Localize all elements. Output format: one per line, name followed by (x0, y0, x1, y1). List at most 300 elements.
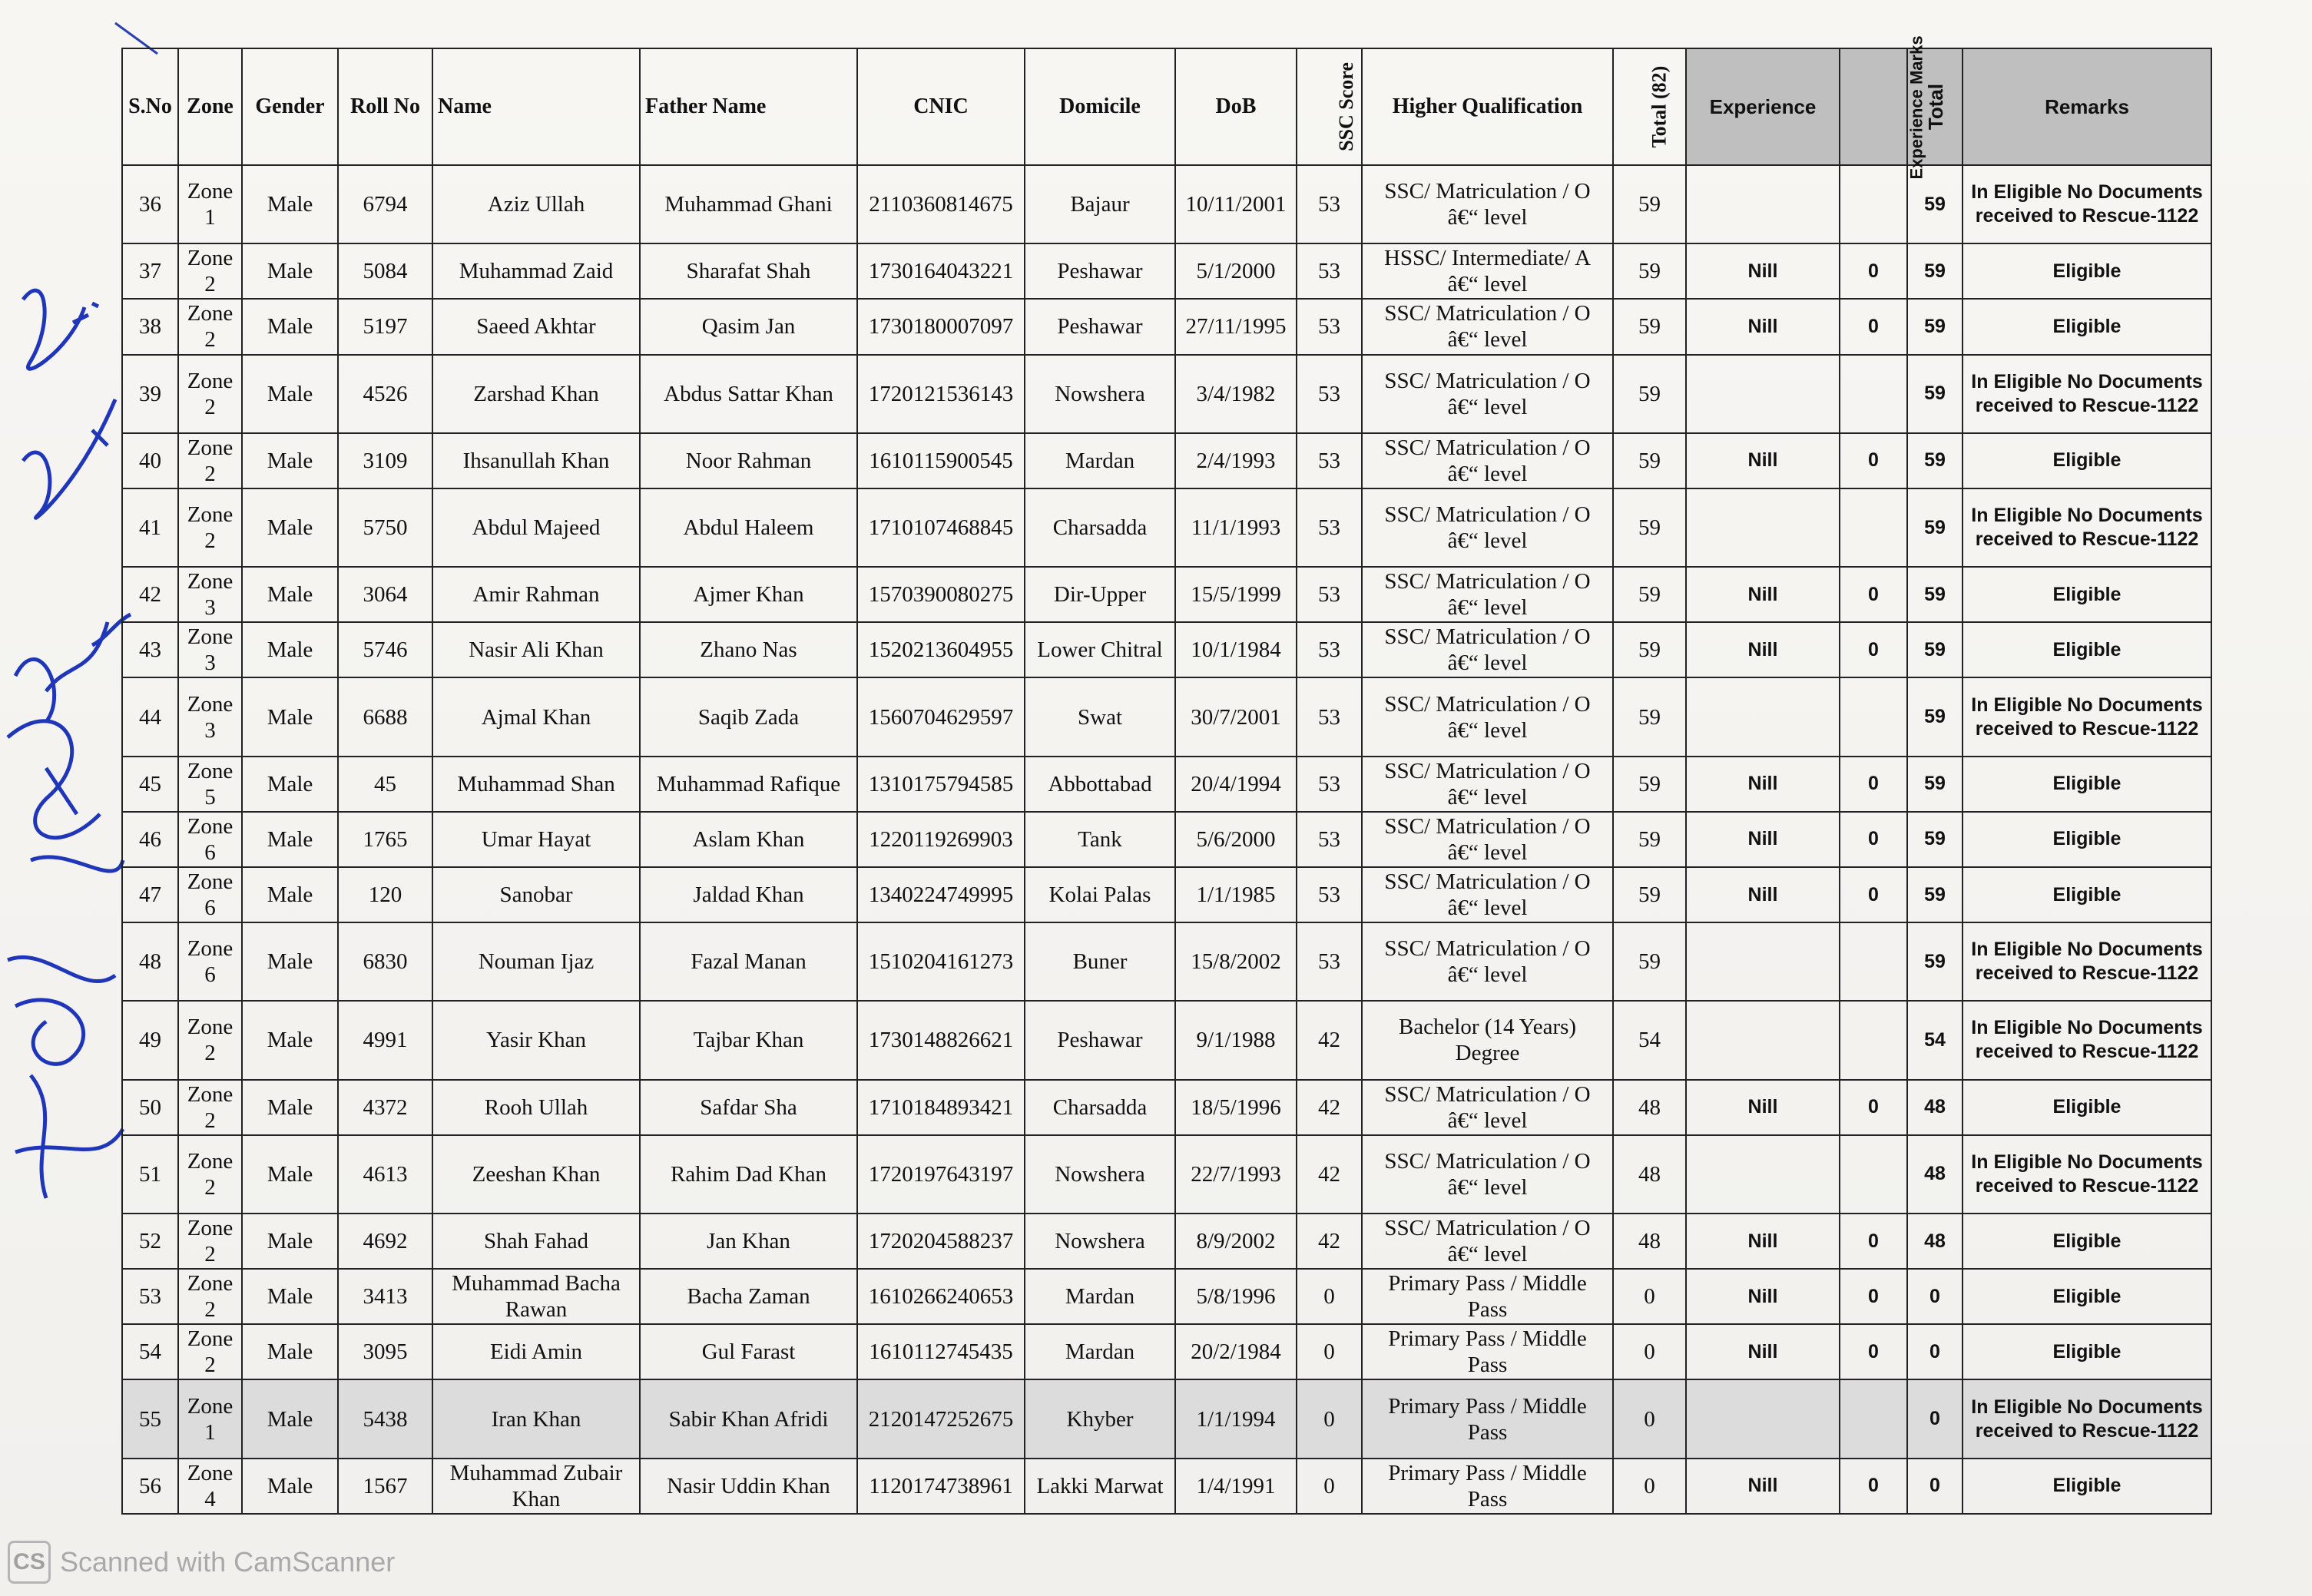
cell-zone: Zone 2 (178, 1324, 242, 1379)
cell-ssc: 53 (1297, 812, 1362, 867)
cell-gender: Male (242, 1080, 338, 1135)
cell-remarks: Eligible (1963, 812, 2211, 867)
cell-qualification: SSC/ Matriculation / O â€“ level (1362, 622, 1613, 677)
cell-total: 59 (1907, 355, 1963, 433)
cell-roll: 6830 (338, 922, 432, 1001)
cell-ssc: 53 (1297, 243, 1362, 299)
cell-exp-marks: 0 (1840, 1214, 1907, 1269)
cell-remarks: Eligible (1963, 867, 2211, 922)
col-ssc-label: SSC Score (1334, 62, 1357, 151)
cell-qualification: SSC/ Matriculation / O â€“ level (1362, 812, 1613, 867)
cell-total: 0 (1907, 1379, 1963, 1458)
cell-name: Umar Hayat (432, 812, 640, 867)
cell-dob: 8/9/2002 (1175, 1214, 1297, 1269)
cell-exp-marks: 0 (1840, 567, 1907, 622)
cell-experience: Nill (1686, 433, 1840, 488)
cell-zone: Zone 6 (178, 812, 242, 867)
cell-father: Fazal Manan (640, 922, 857, 1001)
cell-ssc: 53 (1297, 488, 1362, 567)
cell-cnic: 1710184893421 (857, 1080, 1025, 1135)
cell-domicile: Buner (1025, 922, 1175, 1001)
cell-experience (1686, 922, 1840, 1001)
camscanner-watermark (8, 1541, 395, 1584)
cell-dob: 20/4/1994 (1175, 757, 1297, 812)
cell-qualification: Bachelor (14 Years) Degree (1362, 1001, 1613, 1079)
cell-dob: 15/5/1999 (1175, 567, 1297, 622)
cell-exp-marks: 0 (1840, 812, 1907, 867)
cell-total82: 59 (1613, 433, 1686, 488)
cell-father: Noor Rahman (640, 433, 857, 488)
cell-sno: 42 (122, 567, 178, 622)
cell-domicile: Tank (1025, 812, 1175, 867)
cell-domicile: Peshawar (1025, 299, 1175, 354)
cell-cnic: 1120174738961 (857, 1459, 1025, 1514)
table-row (122, 567, 2211, 622)
cell-father: Aslam Khan (640, 812, 857, 867)
cell-name: Eidi Amin (432, 1324, 640, 1379)
cell-name: Muhammad Zubair Khan (432, 1459, 640, 1514)
cell-roll: 4991 (338, 1001, 432, 1079)
table-row (122, 922, 2211, 1001)
cell-dob: 11/1/1993 (1175, 488, 1297, 567)
cell-gender: Male (242, 567, 338, 622)
col-sno: S.No (122, 48, 178, 165)
cell-roll: 5084 (338, 243, 432, 299)
cell-domicile: Charsadda (1025, 1080, 1175, 1135)
cell-domicile: Lakki Marwat (1025, 1459, 1175, 1514)
cell-qualification: SSC/ Matriculation / O â€“ level (1362, 867, 1613, 922)
cell-total: 0 (1907, 1269, 1963, 1324)
cell-gender: Male (242, 1135, 338, 1214)
cell-dob: 27/11/1995 (1175, 299, 1297, 354)
cell-ssc: 53 (1297, 567, 1362, 622)
col-name: Name (432, 48, 640, 165)
cell-sno: 38 (122, 299, 178, 354)
cell-domicile: Mardan (1025, 1324, 1175, 1379)
cell-cnic: 1610112745435 (857, 1324, 1025, 1379)
cell-name: Nouman Ijaz (432, 922, 640, 1001)
cell-sno: 37 (122, 243, 178, 299)
cell-domicile: Nowshera (1025, 1214, 1175, 1269)
cell-experience: Nill (1686, 622, 1840, 677)
cell-roll: 5438 (338, 1379, 432, 1458)
cell-name: Ihsanullah Khan (432, 433, 640, 488)
cell-ssc: 53 (1297, 757, 1362, 812)
cell-zone: Zone 2 (178, 1001, 242, 1079)
cell-domicile: Bajaur (1025, 165, 1175, 243)
cell-roll: 45 (338, 757, 432, 812)
cell-father: Sabir Khan Afridi (640, 1379, 857, 1458)
cell-name: Nasir Ali Khan (432, 622, 640, 677)
cell-father: Gul Farast (640, 1324, 857, 1379)
cell-total: 59 (1907, 299, 1963, 354)
col-experience: Experience (1686, 48, 1840, 165)
cell-roll: 120 (338, 867, 432, 922)
cell-remarks: Eligible (1963, 1324, 2211, 1379)
camscanner-logo-icon: CS (8, 1541, 51, 1584)
cell-domicile: Abbottabad (1025, 757, 1175, 812)
table-row (122, 165, 2211, 243)
cell-zone: Zone 3 (178, 677, 242, 756)
camscanner-text: Scanned with CamScanner (60, 1546, 396, 1578)
table-row (122, 677, 2211, 756)
cell-gender: Male (242, 1001, 338, 1079)
cell-dob: 15/8/2002 (1175, 922, 1297, 1001)
table-row (122, 1080, 2211, 1135)
cell-ssc: 0 (1297, 1324, 1362, 1379)
cell-qualification: SSC/ Matriculation / O â€“ level (1362, 488, 1613, 567)
cell-cnic: 1560704629597 (857, 677, 1025, 756)
table-row (122, 299, 2211, 354)
cell-total82: 54 (1613, 1001, 1686, 1079)
cell-experience (1686, 165, 1840, 243)
cell-ssc: 53 (1297, 922, 1362, 1001)
cell-experience: Nill (1686, 812, 1840, 867)
cell-father: Jaldad Khan (640, 867, 857, 922)
cell-name: Zarshad Khan (432, 355, 640, 433)
cell-sno: 45 (122, 757, 178, 812)
cell-zone: Zone 6 (178, 867, 242, 922)
cell-zone: Zone 2 (178, 1269, 242, 1324)
cell-domicile: Kolai Palas (1025, 867, 1175, 922)
cell-dob: 5/8/1996 (1175, 1269, 1297, 1324)
cell-experience: Nill (1686, 1269, 1840, 1324)
cell-domicile: Mardan (1025, 1269, 1175, 1324)
cell-ssc: 42 (1297, 1214, 1362, 1269)
cell-experience: Nill (1686, 1214, 1840, 1269)
cell-exp-marks (1840, 1379, 1907, 1458)
cell-cnic: 1570390080275 (857, 567, 1025, 622)
cell-zone: Zone 3 (178, 567, 242, 622)
cell-qualification: SSC/ Matriculation / O â€“ level (1362, 567, 1613, 622)
table-row (122, 433, 2211, 488)
cell-roll: 1567 (338, 1459, 432, 1514)
cell-domicile: Dir-Upper (1025, 567, 1175, 622)
cell-roll: 3064 (338, 567, 432, 622)
candidate-table-wrapper (121, 35, 2211, 1515)
cell-sno: 56 (122, 1459, 178, 1514)
cell-zone: Zone 1 (178, 1379, 242, 1458)
cell-sno: 49 (122, 1001, 178, 1079)
cell-total: 54 (1907, 1001, 1963, 1079)
cell-roll: 6688 (338, 677, 432, 756)
table-row (122, 243, 2211, 299)
cell-cnic: 1610115900545 (857, 433, 1025, 488)
table-row (122, 1324, 2211, 1379)
cell-qualification: SSC/ Matriculation / O â€“ level (1362, 355, 1613, 433)
cell-cnic: 1710107468845 (857, 488, 1025, 567)
cell-roll: 5746 (338, 622, 432, 677)
cell-domicile: Peshawar (1025, 243, 1175, 299)
cell-cnic: 2120147252675 (857, 1379, 1025, 1458)
table-row (122, 1269, 2211, 1324)
cell-roll: 4613 (338, 1135, 432, 1214)
cell-father: Qasim Jan (640, 299, 857, 354)
cell-qualification: SSC/ Matriculation / O â€“ level (1362, 165, 1613, 243)
cell-total82: 48 (1613, 1080, 1686, 1135)
cell-sno: 50 (122, 1080, 178, 1135)
cell-qualification: Primary Pass / Middle Pass (1362, 1324, 1613, 1379)
cell-zone: Zone 6 (178, 922, 242, 1001)
cell-experience (1686, 488, 1840, 567)
cell-remarks: Eligible (1963, 433, 2211, 488)
cell-ssc: 53 (1297, 433, 1362, 488)
cell-domicile: Nowshera (1025, 355, 1175, 433)
cell-sno: 43 (122, 622, 178, 677)
cell-father: Muhammad Rafique (640, 757, 857, 812)
cell-domicile: Swat (1025, 677, 1175, 756)
cell-roll: 4692 (338, 1214, 432, 1269)
cell-total: 59 (1907, 922, 1963, 1001)
cell-gender: Male (242, 757, 338, 812)
cell-total82: 59 (1613, 355, 1686, 433)
cell-dob: 9/1/1988 (1175, 1001, 1297, 1079)
cell-remarks: In Eligible No Documents received to Rescue-1122 (1963, 488, 2211, 567)
cell-exp-marks: 0 (1840, 1324, 1907, 1379)
cell-gender: Male (242, 867, 338, 922)
cell-total: 59 (1907, 757, 1963, 812)
cell-father: Tajbar Khan (640, 1001, 857, 1079)
cell-sno: 39 (122, 355, 178, 433)
col-dob: DoB (1175, 48, 1297, 165)
cell-total82: 48 (1613, 1135, 1686, 1214)
cell-dob: 2/4/1993 (1175, 433, 1297, 488)
cell-sno: 44 (122, 677, 178, 756)
cell-name: Iran Khan (432, 1379, 640, 1458)
cell-cnic: 1720204588237 (857, 1214, 1025, 1269)
cell-sno: 36 (122, 165, 178, 243)
cell-qualification: SSC/ Matriculation / O â€“ level (1362, 677, 1613, 756)
cell-ssc: 53 (1297, 677, 1362, 756)
cell-roll: 4372 (338, 1080, 432, 1135)
table-row (122, 867, 2211, 922)
cell-roll: 3109 (338, 433, 432, 488)
cell-name: Ajmal Khan (432, 677, 640, 756)
candidate-table (121, 35, 2212, 1515)
col-zone: Zone (178, 48, 242, 165)
cell-total82: 0 (1613, 1324, 1686, 1379)
cell-qualification: SSC/ Matriculation / O â€“ level (1362, 433, 1613, 488)
cell-name: Muhammad Zaid (432, 243, 640, 299)
cell-father: Jan Khan (640, 1214, 857, 1269)
cell-dob: 1/1/1994 (1175, 1379, 1297, 1458)
cell-total: 59 (1907, 867, 1963, 922)
cell-total82: 59 (1613, 922, 1686, 1001)
cell-zone: Zone 2 (178, 1080, 242, 1135)
cell-gender: Male (242, 165, 338, 243)
cell-ssc: 42 (1297, 1135, 1362, 1214)
cell-exp-marks: 0 (1840, 867, 1907, 922)
cell-experience (1686, 1379, 1840, 1458)
cell-ssc: 0 (1297, 1459, 1362, 1514)
cell-sno: 47 (122, 867, 178, 922)
cell-total82: 59 (1613, 622, 1686, 677)
cell-dob: 22/7/1993 (1175, 1135, 1297, 1214)
cell-gender: Male (242, 1459, 338, 1514)
cell-exp-marks (1840, 1001, 1907, 1079)
col-ssc (1297, 48, 1362, 165)
cell-exp-marks: 0 (1840, 1269, 1907, 1324)
cell-remarks: In Eligible No Documents received to Rescue-1122 (1963, 1379, 2211, 1458)
table-row (122, 622, 2211, 677)
cell-exp-marks (1840, 922, 1907, 1001)
col-roll: Roll No (338, 48, 432, 165)
cell-experience: Nill (1686, 1080, 1840, 1135)
cell-name: Muhammad Shan (432, 757, 640, 812)
col-gender: Gender (242, 48, 338, 165)
cell-zone: Zone 1 (178, 165, 242, 243)
cell-exp-marks (1840, 1135, 1907, 1214)
cell-exp-marks (1840, 488, 1907, 567)
cell-total: 59 (1907, 433, 1963, 488)
cell-dob: 1/1/1985 (1175, 867, 1297, 922)
cell-father: Zhano Nas (640, 622, 857, 677)
cell-name: Yasir Khan (432, 1001, 640, 1079)
cell-experience (1686, 1001, 1840, 1079)
cell-remarks: In Eligible No Documents received to Rescue-1122 (1963, 1135, 2211, 1214)
cell-dob: 20/2/1984 (1175, 1324, 1297, 1379)
col-father: Father Name (640, 48, 857, 165)
cell-experience (1686, 355, 1840, 433)
cell-total: 59 (1907, 165, 1963, 243)
cell-experience (1686, 677, 1840, 756)
cell-exp-marks: 0 (1840, 1459, 1907, 1514)
cell-sno: 52 (122, 1214, 178, 1269)
cell-total82: 0 (1613, 1379, 1686, 1458)
cell-gender: Male (242, 299, 338, 354)
cell-zone: Zone 2 (178, 488, 242, 567)
cell-dob: 30/7/2001 (1175, 677, 1297, 756)
cell-total82: 59 (1613, 299, 1686, 354)
cell-gender: Male (242, 243, 338, 299)
cell-sno: 46 (122, 812, 178, 867)
cell-gender: Male (242, 488, 338, 567)
cell-remarks: In Eligible No Documents received to Rescue-1122 (1963, 1001, 2211, 1079)
cell-total82: 59 (1613, 243, 1686, 299)
cell-total82: 0 (1613, 1459, 1686, 1514)
col-qualification: Higher Qualification (1362, 48, 1613, 165)
cell-gender: Male (242, 1324, 338, 1379)
cell-father: Bacha Zaman (640, 1269, 857, 1324)
cell-qualification: Primary Pass / Middle Pass (1362, 1379, 1613, 1458)
cell-ssc: 42 (1297, 1080, 1362, 1135)
cell-zone: Zone 2 (178, 1214, 242, 1269)
cell-father: Abdus Sattar Khan (640, 355, 857, 433)
cell-zone: Zone 4 (178, 1459, 242, 1514)
col-domicile: Domicile (1025, 48, 1175, 165)
cell-qualification: HSSC/ Intermediate/ A â€“ level (1362, 243, 1613, 299)
cell-total82: 0 (1613, 1269, 1686, 1324)
cell-remarks: Eligible (1963, 1214, 2211, 1269)
cell-dob: 10/1/1984 (1175, 622, 1297, 677)
cell-gender: Male (242, 1379, 338, 1458)
cell-cnic: 1310175794585 (857, 757, 1025, 812)
cell-remarks: Eligible (1963, 1459, 2211, 1514)
cell-cnic: 1520213604955 (857, 622, 1025, 677)
cell-experience: Nill (1686, 1459, 1840, 1514)
col-exp-marks (1840, 35, 1926, 180)
cell-exp-marks (1840, 677, 1907, 756)
cell-cnic: 1730164043221 (857, 243, 1025, 299)
cell-remarks: In Eligible No Documents received to Rescue-1122 (1963, 355, 2211, 433)
cell-sno: 51 (122, 1135, 178, 1214)
cell-total: 59 (1907, 812, 1963, 867)
cell-name: Saeed Akhtar (432, 299, 640, 354)
table-row (122, 1135, 2211, 1214)
cell-dob: 3/4/1982 (1175, 355, 1297, 433)
cell-father: Sharafat Shah (640, 243, 857, 299)
table-row (122, 757, 2211, 812)
cell-zone: Zone 2 (178, 433, 242, 488)
cell-remarks: In Eligible No Documents received to Rescue-1122 (1963, 677, 2211, 756)
cell-total: 48 (1907, 1080, 1963, 1135)
cell-roll: 3413 (338, 1269, 432, 1324)
cell-cnic: 1730148826621 (857, 1001, 1025, 1079)
cell-remarks: Eligible (1963, 757, 2211, 812)
cell-roll: 1765 (338, 812, 432, 867)
cell-total: 48 (1907, 1214, 1963, 1269)
cell-father: Saqib Zada (640, 677, 857, 756)
cell-father: Nasir Uddin Khan (640, 1459, 857, 1514)
table-row (122, 1459, 2211, 1514)
cell-gender: Male (242, 922, 338, 1001)
cell-remarks: Eligible (1963, 1080, 2211, 1135)
cell-zone: Zone 3 (178, 622, 242, 677)
cell-qualification: SSC/ Matriculation / O â€“ level (1362, 1135, 1613, 1214)
cell-dob: 5/1/2000 (1175, 243, 1297, 299)
cell-name: Aziz Ullah (432, 165, 640, 243)
cell-zone: Zone 5 (178, 757, 242, 812)
cell-total82: 59 (1613, 757, 1686, 812)
cell-exp-marks: 0 (1840, 757, 1907, 812)
cell-father: Muhammad Ghani (640, 165, 857, 243)
table-row (122, 812, 2211, 867)
cell-sno: 55 (122, 1379, 178, 1458)
cell-dob: 10/11/2001 (1175, 165, 1297, 243)
cell-ssc: 0 (1297, 1269, 1362, 1324)
cell-ssc: 53 (1297, 165, 1362, 243)
cell-cnic: 1730180007097 (857, 299, 1025, 354)
cell-total82: 59 (1613, 812, 1686, 867)
cell-dob: 5/6/2000 (1175, 812, 1297, 867)
table-row (122, 488, 2211, 567)
cell-domicile: Nowshera (1025, 1135, 1175, 1214)
cell-dob: 1/4/1991 (1175, 1459, 1297, 1514)
cell-experience: Nill (1686, 299, 1840, 354)
cell-ssc: 53 (1297, 867, 1362, 922)
cell-domicile: Lower Chitral (1025, 622, 1175, 677)
cell-remarks: Eligible (1963, 243, 2211, 299)
cell-remarks: Eligible (1963, 1269, 2211, 1324)
table-row (122, 1214, 2211, 1269)
cell-total82: 48 (1613, 1214, 1686, 1269)
cell-cnic: 1340224749995 (857, 867, 1025, 922)
cell-ssc: 53 (1297, 355, 1362, 433)
col-exp-marks-label: Experience Marks (1906, 35, 1926, 180)
cell-domicile: Khyber (1025, 1379, 1175, 1458)
cell-total: 0 (1907, 1459, 1963, 1514)
cell-experience: Nill (1686, 243, 1840, 299)
cell-gender: Male (242, 355, 338, 433)
cell-experience: Nill (1686, 757, 1840, 812)
table-row (122, 1001, 2211, 1079)
cell-experience: Nill (1686, 1324, 1840, 1379)
cell-total: 59 (1907, 567, 1963, 622)
cell-roll: 6794 (338, 165, 432, 243)
cell-zone: Zone 2 (178, 243, 242, 299)
cell-gender: Male (242, 812, 338, 867)
table-row (122, 355, 2211, 433)
